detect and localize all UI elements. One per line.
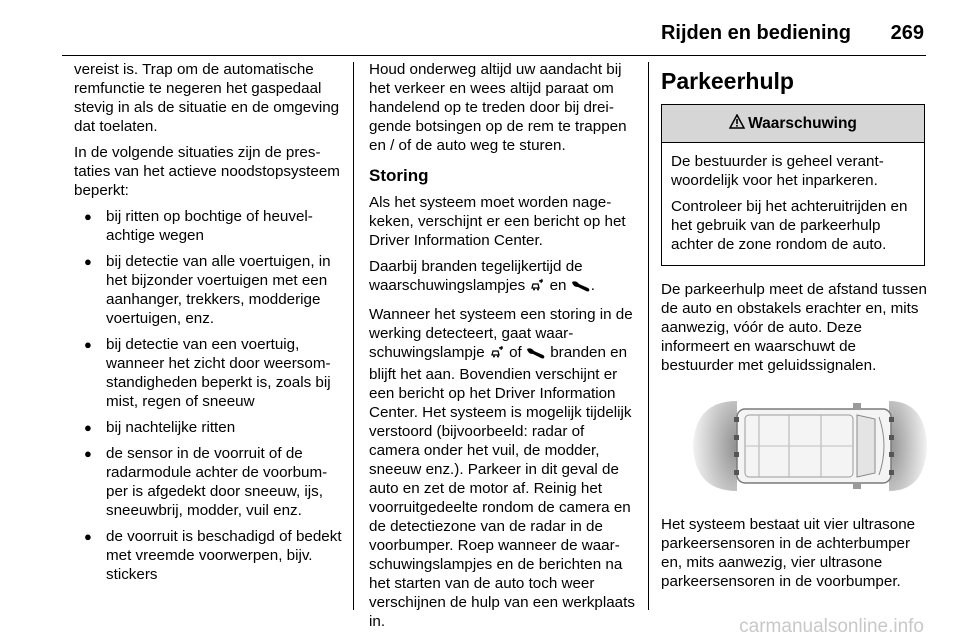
list-item: ● bij detectie van een voertuig, wanneer het zicht door weersomstandigheden beperkt is, zoals bij mist, regen of sneeuw	[74, 335, 342, 411]
column-divider	[648, 62, 649, 610]
paragraph: Het systeem bestaat uit vier ultrasone parkeersensoren in de achterbumper en, mits aanwezig, vier ultrasone parkeersensoren in de voorbumper.	[661, 516, 916, 590]
rear-detection-zone	[693, 401, 737, 491]
list-item: ● de voorruit is beschadigd of bedekt met vreemde voorwerpen, bijv. stickers	[74, 527, 342, 584]
page-number: 269	[890, 22, 924, 44]
list-item: ● de sensor in de voorruit of de radarmodule achter de voorbumper is afgedekt door sneeuw, ijs, sneeuwbrij, modder, vuil enz.	[74, 444, 342, 520]
car-crash-warning-icon	[489, 344, 505, 365]
paragraph	[369, 257, 635, 298]
watermark: carmanualsonline.info	[739, 616, 924, 637]
paragraph: In de volgende situaties zijn de prestaties van het actieve noodstopsysteem beperkt:	[74, 144, 340, 199]
warning-label: Waarschuwing	[748, 115, 857, 132]
text-run: en	[545, 277, 571, 294]
list-item: ● bij nachtelijke ritten	[74, 418, 342, 437]
page-header	[62, 0, 926, 56]
car-crash-warning-icon	[529, 277, 545, 298]
list-item: ● bij ritten op bochtige of heuvelachtige wegen	[74, 207, 342, 245]
parking-sensor-illustration	[689, 387, 929, 505]
column-left	[74, 60, 342, 591]
column-divider	[353, 62, 354, 610]
paragraph: Controleer bij het achteruitrijden en het gebruik van de parkeerhulp achter de zone rondom de auto.	[671, 198, 908, 253]
car-top-view-illustration	[689, 387, 929, 505]
column-middle	[369, 60, 635, 638]
paragraph: De bestuurder is geheel verantwoordelijk voor het inparkeren.	[671, 153, 884, 189]
list-item: ● bij detectie van alle voertuigen, in het bijzonder voertuigen met een aanhanger, trekkers, modderige voertuigen, enz.	[74, 252, 342, 328]
front-detection-zone	[889, 401, 927, 491]
wrench-icon	[571, 279, 591, 298]
text-run: Wanneer het systeem een storing in de werking detecteert, gaat waarschuwingslampje	[369, 306, 633, 361]
text-run: of	[504, 344, 526, 361]
page-section-title: Parkeerhulp	[661, 68, 794, 94]
section-title: Rijden en bediening	[660, 22, 851, 44]
bullet-list	[74, 207, 342, 584]
paragraph	[369, 305, 635, 631]
text-run: .	[590, 277, 595, 294]
warning-box	[661, 104, 925, 266]
paragraph: Houd onderweg altijd uw aandacht bij het verkeer en wees altijd paraat om handelend op te treden door bij dreigende botsingen op de rem te trappen en / of de auto weg te sturen.	[369, 61, 627, 154]
text-run: Daarbij branden tegelijkertijd de waarschuwingslampjes	[369, 258, 583, 294]
paragraph: Als het systeem moet worden nagekeken, verschijnt er een bericht op het Driver Information Center.	[369, 194, 626, 249]
warning-triangle-icon	[729, 114, 748, 134]
wrench-icon	[526, 346, 546, 365]
paragraph: De parkeerhulp meet de afstand tussen de auto en obstakels erachter en, mits aanwezig, vóór de auto. Deze informeert en waarschuwt de bestuurder met geluidssignalen.	[661, 281, 927, 374]
van-body	[737, 403, 891, 489]
column-right	[661, 60, 929, 598]
paragraph: vereist is. Trap om de automatische remfunctie te negeren het gaspedaal stevig in als de situatie en de omgeving dat toelaten.	[74, 61, 340, 135]
text-run: branden en blijft het aan. Bovendien verschijnt er een bericht op het Driver Information Center. Het systeem is mogelijk tijdelijk verstoord (bijvoorbeeld: radar of camera onder het vuil, de modder, sneeuw enz.). Parkeer in dit geval de auto en zet de motor af. Reinig het voorruitgedeelte rondom de camera en de detectiezone van de radar in de voorbumper. Roep wanneer de waarschuwingslampjes en de berichten na het starten van de auto toch weer verschijnen de hulp van een werkplaats in.	[369, 344, 635, 630]
warning-body	[662, 143, 924, 265]
section-heading: Storing	[369, 166, 429, 185]
warning-header	[662, 105, 924, 143]
